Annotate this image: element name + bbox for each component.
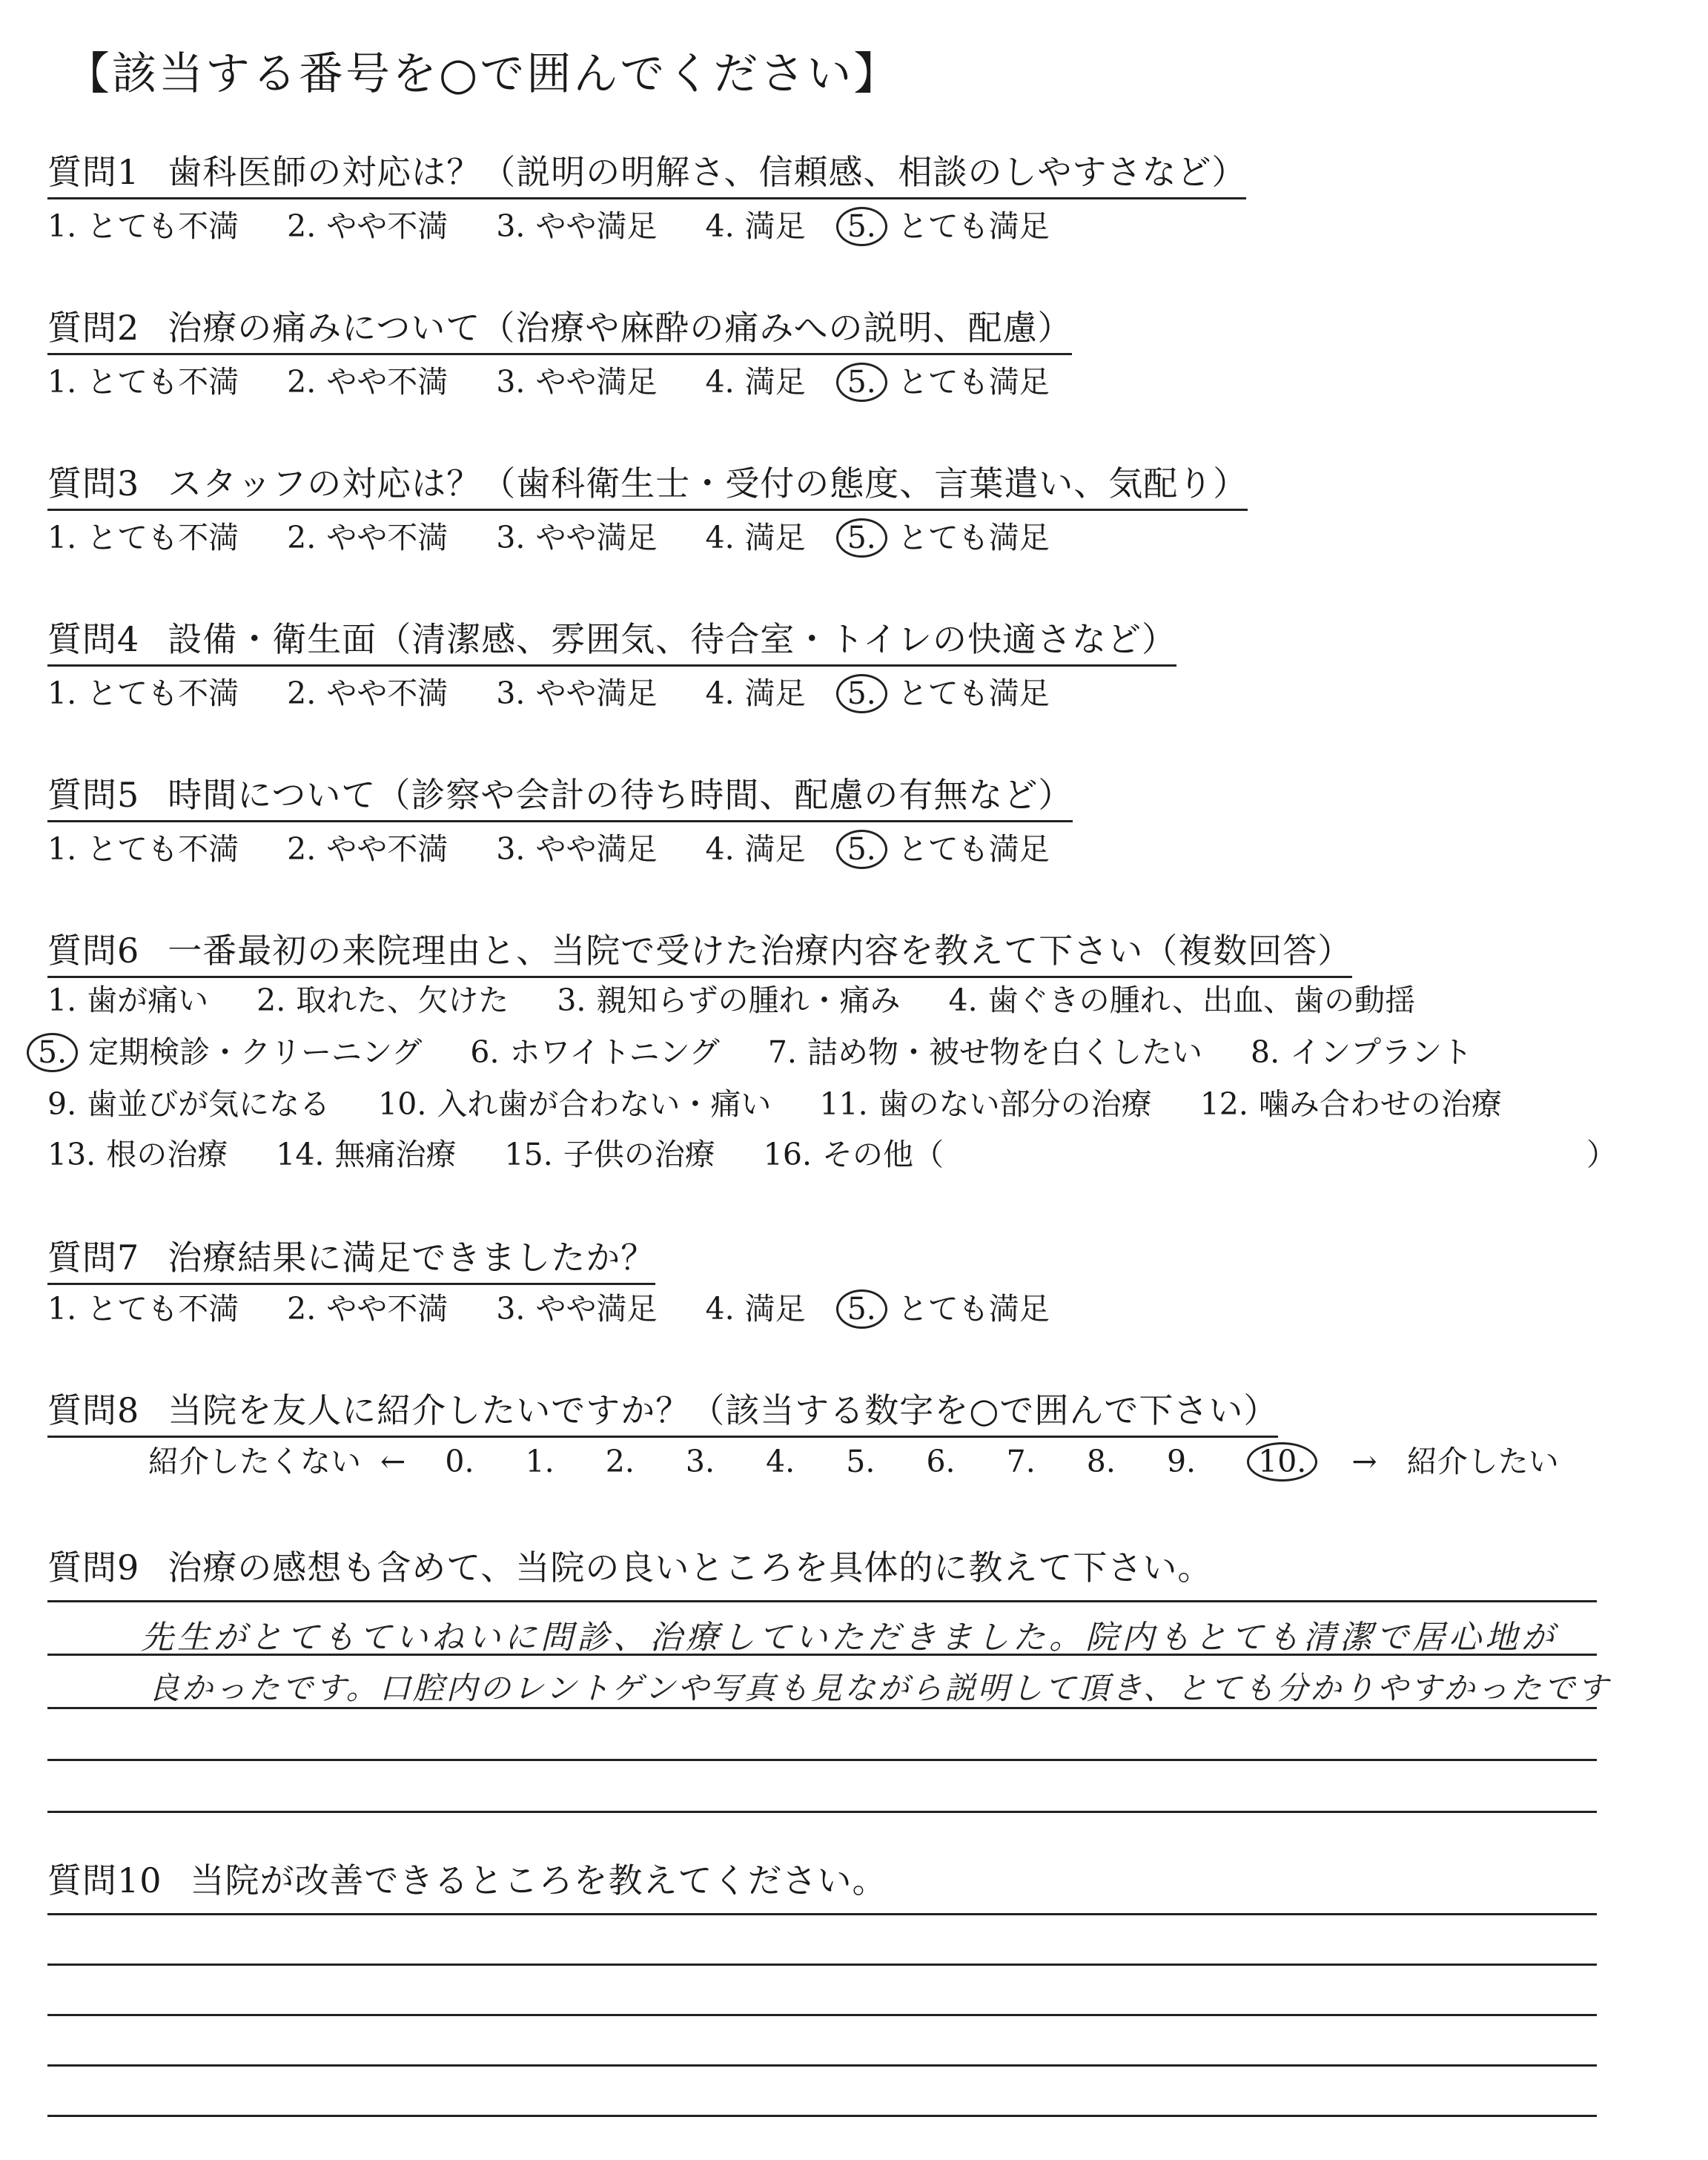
q6-option-6[interactable]: 6. ホワイトニング [470, 1034, 720, 1070]
selection-circle: 5. [836, 363, 887, 402]
selection-circle: 5. [836, 518, 887, 558]
right-arrow-icon: → [1351, 1444, 1377, 1479]
q7-title [47, 1231, 655, 1285]
q8-left-label: 紹介したくない [148, 1444, 361, 1479]
q2-choices [47, 357, 1088, 402]
q9-number: 質問9 [47, 1548, 140, 1588]
q4-option-3[interactable]: 3. やや満足 [496, 676, 658, 711]
q7-choices [47, 1284, 1088, 1329]
q1-text: 歯科医師の対応は？（説明の明解さ、信頼感、相談のしやすさなど） [168, 152, 1247, 192]
q8-score-7[interactable]: 7. [1006, 1444, 1036, 1479]
q10-answer-line-3 [47, 2014, 1597, 2016]
selection-circle: 5. [27, 1033, 78, 1072]
q8-score-1[interactable]: 1. [525, 1444, 555, 1479]
q6-option-9[interactable]: 9. 歯並びが気になる [47, 1086, 331, 1122]
q5-option-2[interactable]: 2. やや不満 [287, 831, 448, 867]
q9-title [47, 1541, 1212, 1593]
q8-score-5[interactable]: 5. [846, 1444, 875, 1479]
selection-circle: 5. [836, 830, 887, 869]
q6-option-5-selected[interactable]: 5. 定期検診・クリーニング [27, 1028, 422, 1072]
survey-header: 【該当する番号を○で囲んでください】 [65, 48, 901, 100]
q7-option-5-selected[interactable]: 5. とても満足 [836, 1284, 1050, 1329]
q8-title [47, 1384, 1278, 1438]
q9-answer-line-5 [47, 1811, 1597, 1813]
q5-option-1[interactable]: 1. とても不満 [47, 831, 239, 867]
q6-text: 一番最初の来院理由と、当院で受けた治療内容を教えて下さい（複数回答） [168, 931, 1353, 971]
q7-option-2[interactable]: 2. やや不満 [287, 1291, 448, 1327]
q8-score-8[interactable]: 8. [1086, 1444, 1116, 1479]
q2-text: 治療の痛みについて（治療や麻酔の痛みへの説明、配慮） [168, 308, 1073, 348]
q10-number: 質問10 [47, 1860, 162, 1900]
q8-right-label: 紹介したい [1406, 1444, 1559, 1479]
q8-text: 当院を友人に紹介したいですか？（該当する数字を○で囲んで下さい） [168, 1390, 1279, 1430]
q3-option-1[interactable]: 1. とても不満 [47, 520, 239, 555]
q1-option-5-selected[interactable]: 5. とても満足 [836, 202, 1050, 246]
q6-option-3[interactable]: 3. 親知らずの腫れ・痛み [557, 982, 901, 1018]
q6-number: 質問6 [47, 931, 140, 971]
q6-option-1[interactable]: 1. 歯が痛い [47, 982, 209, 1018]
q3-number: 質問3 [47, 463, 140, 503]
q7-number: 質問7 [47, 1238, 140, 1278]
q8-score-6[interactable]: 6. [926, 1444, 956, 1479]
q1-number: 質問1 [47, 152, 140, 192]
q6-option-13[interactable]: 13. 根の治療 [47, 1137, 228, 1172]
q6-option-7[interactable]: 7. 詰め物・被せ物を白くしたい [767, 1034, 1202, 1070]
q9-answer-line-1 [47, 1600, 1597, 1602]
q3-text: スタッフの対応は？（歯科衛生士・受付の態度、言葉遣い、気配り） [168, 463, 1248, 503]
q8-score-9[interactable]: 9. [1166, 1444, 1196, 1479]
q8-score-0[interactable]: 0. [445, 1444, 474, 1479]
q2-option-1[interactable]: 1. とても不満 [47, 364, 239, 400]
q10-answer-line-1 [47, 1913, 1597, 1915]
q1-option-2[interactable]: 2. やや不満 [287, 208, 448, 244]
q6-option-8[interactable]: 8. インプラント [1251, 1034, 1473, 1070]
q9-answer-line-3 [47, 1707, 1597, 1709]
q3-option-3[interactable]: 3. やや満足 [496, 520, 658, 555]
q5-number: 質問5 [47, 775, 140, 815]
q8-score-4[interactable]: 4. [766, 1444, 795, 1479]
q5-option-5-selected[interactable]: 5. とても満足 [836, 825, 1050, 869]
q4-title [47, 612, 1176, 667]
q7-option-3[interactable]: 3. やや満足 [496, 1291, 658, 1327]
q10-answer-line-2 [47, 1964, 1597, 1966]
q8-scale-row [148, 1437, 1559, 1482]
q1-title [47, 145, 1246, 199]
q2-title [47, 301, 1072, 355]
q3-option-2[interactable]: 2. やや不満 [287, 520, 448, 555]
q4-text: 設備・衛生面（清潔感、雰囲気、待合室・トイレの快適さなど） [168, 619, 1176, 659]
q5-text: 時間について（診察や会計の待ち時間、配慮の有無など） [168, 775, 1073, 815]
q7-option-1[interactable]: 1. とても不満 [47, 1291, 239, 1327]
q4-option-1[interactable]: 1. とても不満 [47, 676, 239, 711]
q4-choices [47, 669, 1088, 713]
q3-title [47, 457, 1248, 511]
q6-other-close-paren: ） [1586, 1137, 1617, 1172]
q5-choices [47, 825, 1088, 869]
q9-handwritten-line-2: 良かったです。口腔内のレントゲンや写真も見ながら説明して頂き、とても分かりやすかったです [148, 1670, 1611, 1706]
q1-option-3[interactable]: 3. やや満足 [496, 208, 658, 244]
q3-option-4[interactable]: 4. 満足 [705, 520, 806, 555]
q10-answer-line-4 [47, 2064, 1597, 2067]
q1-option-4[interactable]: 4. 満足 [705, 208, 806, 244]
q8-score-10-selected[interactable]: 10. [1247, 1442, 1317, 1482]
q6-title [47, 924, 1352, 978]
q6-row-3 [47, 1080, 1540, 1123]
q4-option-5-selected[interactable]: 5. とても満足 [836, 669, 1050, 713]
q2-option-5-selected[interactable]: 5. とても満足 [836, 357, 1050, 402]
q4-number: 質問4 [47, 619, 140, 659]
q9-answer-line-2 [47, 1654, 1597, 1656]
q10-title [47, 1854, 887, 1906]
q1-choices [47, 202, 1088, 246]
q6-row-2 [27, 1028, 1511, 1072]
q7-option-4[interactable]: 4. 満足 [705, 1291, 806, 1327]
q2-option-4[interactable]: 4. 満足 [705, 364, 806, 400]
q4-option-2[interactable]: 2. やや不満 [287, 676, 448, 711]
q2-option-3[interactable]: 3. やや満足 [496, 364, 658, 400]
q8-score-3[interactable]: 3. [685, 1444, 715, 1479]
q6-option-12[interactable]: 12. 噛み合わせの治療 [1199, 1086, 1502, 1122]
q7-text: 治療結果に満足できましたか？ [168, 1238, 656, 1278]
q6-option-10[interactable]: 10. 入れ歯が合わない・痛い [378, 1086, 772, 1122]
q10-answer-line-5 [47, 2115, 1597, 2117]
q4-option-4[interactable]: 4. 満足 [705, 676, 806, 711]
q2-number: 質問2 [47, 308, 140, 348]
q9-answer-line-4 [47, 1759, 1597, 1761]
q9-handwritten-line-1: 先生がとてもていねいに問診、治療していただきました。院内もとても清潔で居心地が [141, 1619, 1558, 1657]
q5-option-3[interactable]: 3. やや満足 [496, 831, 658, 867]
q6-option-14[interactable]: 14. 無痛治療 [276, 1137, 457, 1172]
selection-circle: 5. [836, 674, 887, 713]
q6-option-2[interactable]: 2. 取れた、欠けた [256, 982, 509, 1018]
left-arrow-icon: ← [380, 1444, 406, 1479]
q3-choices [47, 513, 1088, 558]
q6-option-11[interactable]: 11. 歯のない部分の治療 [819, 1086, 1152, 1122]
selection-circle: 5. [836, 1289, 887, 1329]
q3-option-5-selected[interactable]: 5. とても満足 [836, 513, 1050, 558]
q6-row-1 [47, 976, 1454, 1020]
q6-option-4[interactable]: 4. 歯ぐきの腫れ、出血、歯の動揺 [948, 982, 1416, 1018]
q5-option-4[interactable]: 4. 満足 [705, 831, 806, 867]
selection-circle: 5. [836, 207, 887, 246]
q6-option-16[interactable]: 16. その他（ [763, 1137, 944, 1172]
q6-row-4 [47, 1130, 982, 1174]
q5-title [47, 768, 1073, 822]
q2-option-2[interactable]: 2. やや不満 [287, 364, 448, 400]
q6-option-15[interactable]: 15. 子供の治療 [504, 1137, 715, 1172]
q8-score-2[interactable]: 2. [605, 1444, 635, 1479]
q1-option-1[interactable]: 1. とても不満 [47, 208, 239, 244]
q10-text: 当院が改善できるところを教えてください。 [190, 1860, 887, 1900]
q8-number: 質問8 [47, 1390, 140, 1430]
q9-text: 治療の感想も含めて、当院の良いところを具体的に教えて下さい。 [168, 1548, 1213, 1588]
